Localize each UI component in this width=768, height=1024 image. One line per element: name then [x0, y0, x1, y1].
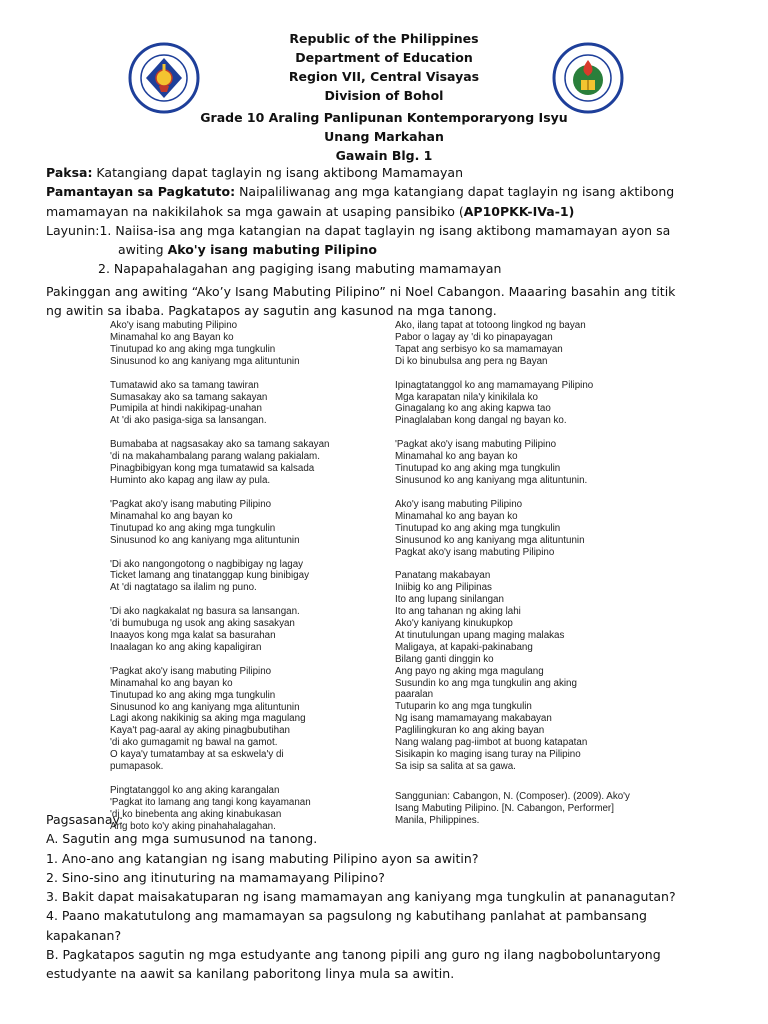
lyrics-line: Tinutupad ko ang aking mga tungkulin	[110, 689, 276, 701]
lyrics-line: 'Pagkat ako'y isang mabuting Pilipino	[395, 439, 557, 451]
lyrics-line: Ito ang lupang sinilangan	[395, 594, 504, 606]
lyrics-line: Di ko binubulsa ang pera ng Bayan	[395, 355, 548, 367]
paksa-line	[46, 163, 746, 182]
lyrics-line: pumapasok.	[110, 761, 164, 773]
division-line: Division of Bohol	[324, 88, 444, 103]
lyrics-line: Inaayos kong mga kalat sa basurahan	[110, 630, 276, 642]
lyrics-line: Maligaya, at kapaki-pakinabang	[395, 641, 533, 653]
lyrics-line: 'di ko binebenta ang aking kinabukasan	[110, 808, 282, 820]
lyrics-line: O kaya'y tumatambay at sa eskwela'y di	[110, 749, 284, 761]
lyrics-line: 'di bumubuga ng usok ang aking sasakyan	[110, 618, 295, 630]
lyrics-stanza	[110, 320, 380, 368]
lyrics-line: Ng isang mamamayang makabayan	[395, 713, 552, 725]
lyrics-line: Sinusunod ko ang kaniyang mga alituntunin	[110, 534, 300, 546]
lyrics-line: Mga karapatan nila'y kinikilala ko	[395, 391, 538, 403]
question-4-cont: kapakanan?	[46, 927, 122, 943]
lyrics-stanza	[110, 666, 380, 773]
lyrics-line: Sa isip sa salita at sa gawa.	[395, 760, 516, 772]
part-b-instruction-cont: estudyante na aawit sa kanilang paboritong linya mula sa awitin.	[46, 966, 455, 982]
layunin-1b-text: awiting	[118, 242, 168, 258]
competency-code: AP10PKK-IVa-1)	[463, 203, 575, 219]
lyrics-stanza	[110, 439, 380, 487]
lyrics-line: Iniibig ko ang Pilipinas	[395, 582, 492, 594]
lyrics-line: Sinusunod ko ang kaniyang mga alituntunin	[110, 701, 300, 713]
lyrics-line: Pingtatanggol ko ang aking karangalan	[110, 785, 280, 796]
lyrics-line: Susundin ko ang mga tungkulin ang aking	[395, 677, 577, 689]
lyrics-line: Pumipila at hindi nakikipag-unahan	[110, 403, 262, 415]
lyrics-right-stanzas	[395, 320, 630, 773]
question-1: 1. Ano-ano ang katangian ng isang mabuting Pilipino ayon sa awitin?	[46, 850, 479, 866]
reference-line: Sanggunian: Cabangon, N. (Composer). (2009). Ako'y	[395, 790, 630, 802]
lyrics-line: Bumababa at nagsasakay ako sa tamang sakayan	[110, 439, 330, 451]
lyrics-line: 'Di ako nangongotong o nagbibigay ng lagay	[110, 558, 304, 570]
exercise-title: Pagsasanay:	[46, 812, 124, 827]
lyrics-stanza	[395, 439, 630, 487]
lyrics-line: Ang boto ko'y aking pinahahalagahan.	[110, 820, 276, 832]
letterhead	[0, 29, 768, 105]
lyrics-stanza	[395, 499, 630, 559]
lyrics-line: Ito ang tahanan ng aking lahi	[395, 606, 521, 618]
lyrics-line: 'di ako gumagamit ng bawal na gamot.	[110, 737, 278, 749]
song-title: Ako'y isang mabuting Pilipino	[167, 242, 377, 258]
question-2: 2. Sino-sino ang itinuturing na mamamayang Pilipino?	[46, 869, 385, 885]
lyrics-line: Sumasakay ako sa tamang sakayan	[110, 391, 268, 403]
lyrics-line: At 'di ako pasiga-siga sa lansangan.	[110, 415, 267, 427]
question-4: 4. Paano makatutulong ang mamamayan sa pagsulong ng kabutihang panlahat at pambansang	[46, 908, 647, 924]
lyrics-line: Ipinagtatanggol ko ang mamamayang Pilipino	[395, 379, 594, 391]
lyrics-line: Ako, ilang tapat at totoong lingkod ng bayan	[395, 320, 586, 331]
layunin-line-1	[46, 221, 746, 240]
pamantayan-text-2: mamamayan na nakikilahok sa mga gawain at usaping pansibiko (	[46, 203, 464, 219]
lyrics-line: Inaalagan ko ang aking kapaligiran	[110, 641, 262, 653]
lyrics-line: 'Pagkat ako'y isang mabuting Pilipino	[110, 498, 272, 510]
lyrics-line: Tinutupad ko ang aking mga tungkulin	[395, 463, 561, 475]
lyrics-line: Pinaglalaban kong dangal ng bayan ko.	[395, 415, 567, 427]
lyrics-line: Sinusunod ko ang kaniyang mga alituntunin	[110, 355, 300, 367]
instructions-line-1: Pakinggan ang awiting “Ako’y Isang Mabuting Pilipino” ni Noel Cabangon. Maaaring basahin ang titik	[46, 284, 676, 299]
lyrics-line: Pabor o lagay ay 'di ko pinapayagan	[395, 331, 553, 343]
pamantayan-line-2	[46, 202, 746, 221]
lyrics-line: Ticket lamang ang tinatanggap kung binibigay	[110, 570, 309, 582]
lyrics-line: Huminto ako kapag ang ilaw ay pula.	[110, 474, 271, 486]
layunin-label: Layunin:	[46, 222, 100, 238]
activity-title-block	[0, 108, 768, 165]
lyrics-line: 'Pagkat ito lamang ang tangi kong kayamanan	[110, 796, 311, 808]
lyrics-stanza	[110, 380, 380, 428]
lesson-info	[46, 163, 746, 279]
subject-title: Grade 10 Araling Panlipunan Kontemporaryong Isyu	[200, 110, 568, 125]
lyrics-line: Tutuparin ko ang mga tungkulin	[395, 701, 532, 713]
lyrics-line: Paglilingkuran ko ang aking bayan	[395, 725, 545, 737]
listening-instructions	[46, 282, 746, 320]
lyrics-line: Tinutupad ko ang aking mga tungkulin	[110, 522, 276, 534]
lyrics-line: Ginagalang ko ang aking kapwa tao	[395, 403, 551, 415]
lyrics-line: At 'di nagtatago sa ilalim ng puno.	[110, 582, 257, 594]
lyrics-stanza	[110, 499, 380, 547]
lyrics-line: Minamahal ko ang bayan ko	[110, 677, 233, 689]
lyrics-stanza	[395, 320, 630, 368]
lyrics-line: Minamahal ko ang bayan ko	[395, 451, 518, 463]
lyrics-line: Tinutupad ko ang aking mga tungkulin	[395, 522, 561, 534]
region-line: Region VII, Central Visayas	[288, 69, 480, 84]
lyrics-line: Sisikapin ko maging isang turay na Pilipino	[395, 749, 581, 760]
lyrics-line: Tapat ang serbisyo ko sa mamamayan	[395, 343, 563, 355]
lyrics-line: 'di na makahambalang parang walang pakialam.	[110, 451, 320, 463]
paksa-label: Paksa:	[46, 165, 93, 180]
paksa-text: Katangiang dapat taglayin ng isang aktibong Mamamayan	[92, 165, 463, 180]
lyrics-line: Lagi akong nakikinig sa aking mga magulang	[110, 713, 306, 725]
lyrics-column-right	[395, 320, 630, 827]
lyrics-line: Pagkat ako'y isang mabuting Pilipino	[395, 546, 555, 558]
lyrics-stanza	[110, 606, 380, 654]
lyrics-line: Minamahal ko ang bayan ko	[395, 510, 518, 522]
lyrics-line: Nang walang pag-iimbot at buong katapatan	[395, 737, 588, 749]
question-3: 3. Bakit dapat maisakatuparan ng isang mamamayan ang kaniyang mga tungkulin at pananagutan?	[46, 889, 676, 905]
pamantayan-line	[46, 182, 746, 201]
pamantayan-text: Naipaliliwanag ang mga katangiang dapat taglayin ng isang aktibong	[235, 184, 675, 200]
department-line: Department of Education	[295, 50, 473, 65]
layunin-line-1b	[46, 240, 746, 259]
lyrics-stanza	[395, 570, 630, 772]
exercise-section	[46, 810, 746, 984]
lyrics-line: Sinusunod ko ang kaniyang mga alituntunin.	[395, 474, 588, 486]
lyrics-line: 'Di ako nagkakalat ng basura sa lansangan.	[110, 606, 300, 618]
layunin-1-text: 1. Naiisa-isa ang mga katangian na dapat taglayin ng isang aktibong mamamayan ayon sa	[99, 222, 671, 238]
lyrics-line: Ako'y isang mabuting Pilipino	[110, 320, 238, 331]
lyrics-stanza	[110, 559, 380, 595]
activity-number: Gawain Blg. 1	[335, 148, 433, 163]
lyrics-line: Kaya't pag-aaral ay aking pinagbubutihan	[110, 725, 290, 737]
lyrics-line: Ako'y kaniyang kinukupkop	[395, 618, 513, 630]
lyrics-line: Pinagbibigyan kong mga tumatawid sa kalsada	[110, 463, 315, 475]
lyrics-line: At tinutulungan upang maging malakas	[395, 629, 565, 641]
lyrics-line: Ang payo ng aking mga magulang	[395, 665, 544, 677]
lyrics-line: Bilang ganti dinggin ko	[395, 653, 494, 665]
reference-line: Manila, Philippines.	[395, 814, 480, 826]
lyrics-line: Tumatawid ako sa tamang tawiran	[110, 379, 259, 391]
layunin-line-2: 2. Napapahalagahan ang pagiging isang mabuting mamamayan	[98, 261, 502, 277]
lyrics-line: Panatang makabayan	[395, 570, 491, 582]
lyrics-line: Minamahal ko ang Bayan ko	[110, 331, 234, 343]
quarter-title: Unang Markahan	[324, 129, 444, 144]
part-b-instruction: B. Pagkatapos sagutin ng mga estudyante ang tanong pipili ang guro ng ilang nagboboluntaryong	[46, 947, 661, 963]
part-a-instruction: A. Sagutin ang mga sumusunod na tanong.	[46, 831, 318, 847]
republic-line: Republic of the Philippines	[289, 31, 479, 46]
lyrics-line: 'Pagkat ako'y isang mabuting Pilipino	[110, 665, 272, 677]
lyrics-line: Minamahal ko ang bayan ko	[110, 510, 233, 522]
lyrics-line: Sinusunod ko ang kaniyang mga alituntunin	[395, 534, 585, 546]
lyrics-line: Tinutupad ko ang aking mga tungkulin	[110, 343, 276, 355]
lyrics-stanza	[395, 380, 630, 428]
lyrics-column-left	[110, 320, 380, 832]
lyrics-line: Ako'y isang mabuting Pilipino	[395, 498, 523, 510]
pamantayan-label: Pamantayan sa Pagkatuto:	[46, 184, 236, 200]
instructions-line-2: ng awitin sa ibaba. Pagkatapos ay sagutin ang kasunod na mga tanong.	[46, 303, 497, 318]
lyrics-line: paaralan	[395, 689, 434, 701]
reference-line: Isang Mabuting Pilipino. [N. Cabangon, Performer]	[395, 802, 614, 814]
